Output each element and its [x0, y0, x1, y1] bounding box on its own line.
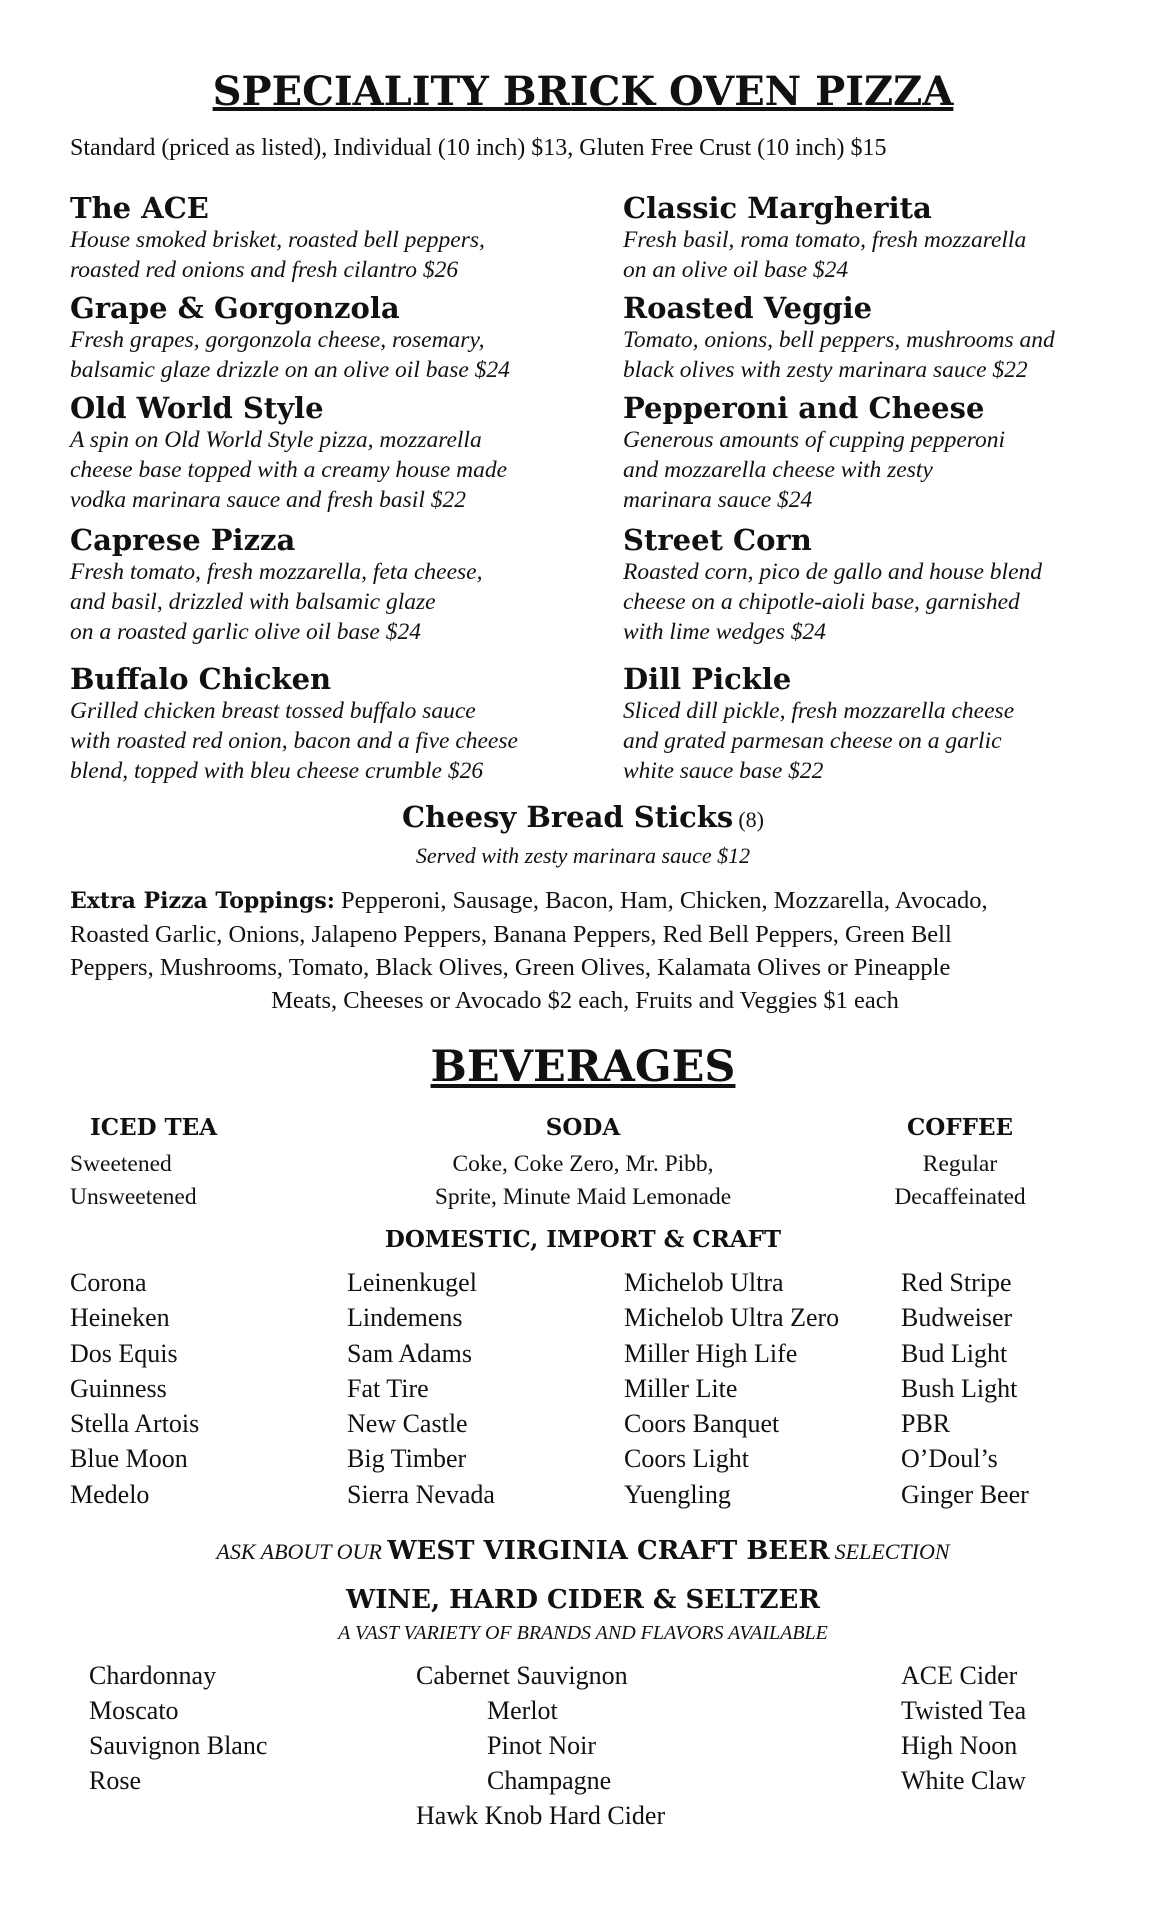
- wine-subheading: A VAST VARIETY OF BRANDS AND FLAVORS AVAILABLE: [338, 1622, 828, 1644]
- toppings-pricing: Meats, Cheeses or Avocado $2 each, Fruits and Veggies $1 each: [271, 987, 899, 1014]
- pizza-desc-line: Sliced dill pickle, fresh mozzarella cheese: [623, 698, 1015, 724]
- list-item: Lindemens: [347, 1303, 463, 1333]
- toppings-line: Peppers, Mushrooms, Tomato, Black Olives, Green Olives, Kalamata Olives or Pineapple: [70, 954, 951, 981]
- pizza-desc-line: with lime wedges $24: [623, 619, 826, 645]
- soda-list: [383, 1148, 783, 1214]
- list-item: Coors Light: [624, 1444, 749, 1474]
- list-item: Chardonnay: [89, 1661, 217, 1690]
- craft-note-suffix: SELECTION: [834, 1539, 950, 1564]
- toppings-line: Pepperoni, Sausage, Bacon, Ham, Chicken, Mozzarella, Avocado,: [334, 887, 988, 914]
- beer-column: [347, 1265, 495, 1512]
- toppings-line: Roasted Garlic, Onions, Jalapeno Peppers, Banana Peppers, Red Bell Peppers, Green Bell: [70, 921, 952, 948]
- pizza-desc-line: and grated parmesan cheese on a garlic: [623, 728, 1002, 754]
- beer-heading: DOMESTIC, IMPORT & CRAFT: [384, 1226, 782, 1253]
- pizza-desc-line: A spin on Old World Style pizza, mozzarella: [70, 427, 482, 453]
- list-item: Leinenkugel: [347, 1268, 477, 1297]
- list-item: Sprite, Minute Maid Lemonade: [434, 1184, 732, 1210]
- list-item: Budweiser: [901, 1303, 1013, 1333]
- list-item: Coke, Coke Zero, Mr. Pibb,: [452, 1151, 714, 1177]
- list-item: Rose: [89, 1766, 141, 1795]
- pizza-desc-line: white sauce base $22: [623, 758, 824, 784]
- pizza-pricing-note: Standard (priced as listed), Individual (10 inch) $13, Gluten Free Crust (10 inch) $15: [70, 135, 887, 161]
- pizza-desc-line: cheese base topped with a creamy house made: [70, 457, 508, 483]
- pizza-desc-line: with roasted red onion, bacon and a five cheese: [70, 728, 518, 754]
- list-item: Decaffeinated: [894, 1184, 1026, 1210]
- list-item: Michelob Ultra: [624, 1268, 784, 1297]
- pizza-desc-line: Fresh tomato, fresh mozzarella, feta cheese,: [70, 559, 483, 585]
- list-item: Dos Equis: [70, 1338, 178, 1368]
- pizza-item: [623, 663, 1163, 786]
- list-item: PBR: [901, 1409, 951, 1439]
- list-item: Corona: [70, 1268, 147, 1297]
- list-item: Miller High Life: [624, 1338, 798, 1368]
- bread-sticks-count: (8): [738, 807, 764, 832]
- pizza-name: Buffalo Chicken: [70, 662, 332, 696]
- extra-toppings: [70, 884, 1100, 1017]
- pizza-desc-line: Tomato, onions, bell peppers, mushrooms and: [623, 327, 1055, 353]
- list-item: New Castle: [347, 1409, 468, 1439]
- coffee-heading: COFFEE: [906, 1114, 1014, 1141]
- coffee-list: [860, 1148, 1060, 1214]
- pizza-item: [70, 292, 610, 385]
- bread-sticks-name: Cheesy Bread Sticks: [402, 800, 734, 834]
- list-item: Regular: [922, 1151, 998, 1177]
- pizza-desc-line: on a roasted garlic olive oil base $24: [70, 619, 421, 645]
- list-item: Stella Artois: [70, 1409, 200, 1439]
- list-item: Bush Light: [901, 1373, 1018, 1403]
- pizza-desc-line: vodka marinara sauce and fresh basil $22: [70, 487, 466, 513]
- wine-column: [89, 1658, 267, 1798]
- list-item: ACE Cider: [901, 1661, 1018, 1690]
- beverages-title: BEVERAGES: [430, 1042, 736, 1092]
- pizza-desc-line: black olives with zesty marinara sauce $22: [623, 357, 1028, 383]
- pizza-desc-line: House smoked brisket, roasted bell peppers,: [70, 227, 485, 253]
- list-item: Blue Moon: [70, 1444, 188, 1474]
- bread-sticks-desc: Served with zesty marinara sauce $12: [415, 843, 751, 868]
- pizza-desc-line: Grilled chicken breast tossed buffalo sauce: [70, 698, 476, 724]
- pizza-name: The ACE: [70, 191, 209, 225]
- pizza-desc-line: marinara sauce $24: [623, 487, 813, 513]
- pizza-name: Old World Style: [70, 391, 324, 425]
- iced-tea-list: [70, 1148, 197, 1214]
- pizza-desc-line: on an olive oil base $24: [623, 257, 849, 283]
- pizza-item: [70, 663, 610, 786]
- list-item: Fat Tire: [347, 1373, 429, 1403]
- iced-tea-heading: ICED TEA: [90, 1114, 218, 1141]
- craft-note-prefix: ASK ABOUT OUR: [216, 1539, 388, 1564]
- list-item: High Noon: [901, 1731, 1018, 1760]
- bread-sticks-heading: [0, 800, 1166, 834]
- list-item: Yuengling: [624, 1479, 731, 1509]
- list-item: O’Doul’s: [901, 1444, 998, 1474]
- pizza-desc-line: roasted red onions and fresh cilantro $26: [70, 257, 459, 283]
- list-item: White Claw: [901, 1766, 1026, 1795]
- list-item: Heineken: [70, 1303, 170, 1333]
- pizza-item: [70, 192, 610, 285]
- wine-heading: WINE, HARD CIDER & SELTZER: [346, 1585, 820, 1615]
- list-item: Ginger Beer: [901, 1479, 1029, 1509]
- pizza-desc-line: and mozzarella cheese with zesty: [623, 457, 933, 483]
- list-item: Sauvignon Blanc: [89, 1731, 268, 1760]
- list-item: Sweetened: [70, 1151, 172, 1177]
- beer-column: [901, 1265, 1029, 1512]
- pizza-item: [623, 292, 1163, 385]
- toppings-label: Extra Pizza Toppings:: [70, 888, 335, 914]
- pizza-item: [70, 524, 610, 647]
- pizza-name: Street Corn: [623, 523, 812, 557]
- pizza-desc-line: blend, topped with bleu cheese crumble $26: [70, 758, 484, 784]
- pizza-desc-line: cheese on a chipotle-aioli base, garnished: [623, 589, 1020, 615]
- pizza-item: [70, 392, 610, 515]
- list-item: Pinot Noir: [487, 1731, 597, 1760]
- list-item: Sam Adams: [347, 1338, 472, 1368]
- list-item: Big Timber: [347, 1444, 467, 1474]
- pizza-name: Caprese Pizza: [70, 523, 296, 557]
- craft-beer-note: [0, 1536, 1166, 1566]
- list-item: Moscato: [89, 1696, 179, 1725]
- pizza-desc-line: balsamic glaze drizzle on an olive oil base $24: [70, 357, 510, 383]
- pizza-name: Grape & Gorgonzola: [70, 291, 400, 325]
- pizza-desc-line: and basil, drizzled with balsamic glaze: [70, 589, 436, 615]
- pizza-name: Pepperoni and Cheese: [623, 391, 985, 425]
- craft-note-highlight: WEST VIRGINIA CRAFT BEER: [387, 1536, 830, 1566]
- pizza-item: [623, 392, 1163, 515]
- list-item: Merlot: [487, 1696, 558, 1725]
- list-item: Miller Lite: [624, 1373, 738, 1403]
- list-item: Guinness: [70, 1373, 167, 1403]
- pizza-desc-line: Fresh basil, roma tomato, fresh mozzarella: [623, 227, 1027, 253]
- list-item: Cabernet Sauvignon: [416, 1661, 628, 1690]
- pizza-desc-line: Roasted corn, pico de gallo and house blend: [623, 559, 1043, 585]
- list-item: Unsweetened: [70, 1184, 197, 1210]
- list-item: Sierra Nevada: [347, 1479, 495, 1509]
- list-item: Coors Banquet: [624, 1409, 780, 1439]
- pizza-section-title: SPECIALITY BRICK OVEN PIZZA: [212, 68, 954, 115]
- pizza-item: [623, 524, 1163, 647]
- list-item: Hawk Knob Hard Cider: [416, 1801, 666, 1830]
- list-item: Champagne: [487, 1766, 612, 1795]
- list-item: Medelo: [70, 1479, 150, 1509]
- list-item: Twisted Tea: [901, 1696, 1027, 1725]
- pizza-name: Roasted Veggie: [623, 291, 873, 325]
- pizza-item: [623, 192, 1163, 285]
- soda-heading: SODA: [545, 1114, 621, 1141]
- list-item: Bud Light: [901, 1338, 1008, 1368]
- beer-column: [624, 1265, 839, 1512]
- pizza-name: Dill Pickle: [623, 662, 792, 696]
- beer-column: [70, 1265, 199, 1512]
- wine-column: [416, 1658, 665, 1833]
- list-item: Red Stripe: [901, 1268, 1012, 1297]
- wine-column: [901, 1658, 1026, 1798]
- pizza-desc-line: Generous amounts of cupping pepperoni: [623, 427, 1006, 453]
- list-item: Michelob Ultra Zero: [624, 1303, 840, 1333]
- pizza-desc-line: Fresh grapes, gorgonzola cheese, rosemary,: [70, 327, 485, 353]
- pizza-name: Classic Margherita: [623, 191, 932, 225]
